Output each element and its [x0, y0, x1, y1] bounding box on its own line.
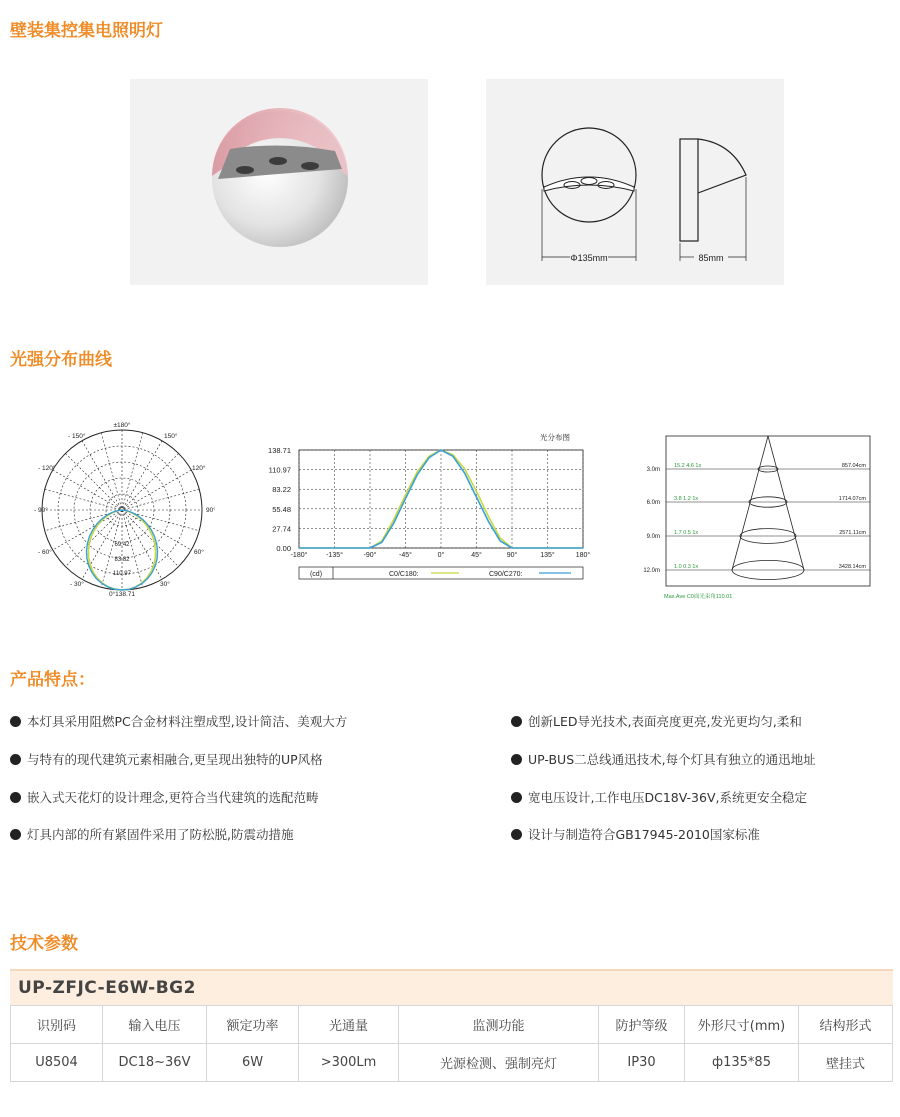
feature-item: 本灯具采用阻燃PC合金材料注塑成型,设计简洁、美观大方: [10, 712, 347, 730]
spec-header-cell: 外形尺寸(mm): [685, 1006, 799, 1044]
dim-depth: 85mm: [698, 253, 724, 263]
feature-item: UP-BUS二总线通迅技术,每个灯具有独立的通迅地址: [511, 750, 816, 768]
feature-item: 设计与制造符合GB17945-2010国家标准: [511, 825, 760, 843]
x-tick-label: -45°: [399, 552, 412, 559]
polar-label: 60°: [194, 549, 204, 556]
polar-value-label: 110.97: [113, 571, 131, 577]
spec-header-cell: 输入电压: [103, 1006, 207, 1044]
spec-header-cell: 结构形式: [799, 1006, 893, 1044]
bullet-icon: [10, 792, 21, 803]
polar-label: 150°: [164, 433, 178, 440]
y-tick-label: 110.97: [268, 465, 291, 475]
x-tick-label: -180°: [290, 552, 308, 559]
spec-value-cell: IP30: [599, 1044, 685, 1082]
feature-item: 灯具内部的所有紧固件采用了防松脱,防震动措施: [10, 825, 293, 843]
legend-label-c0: C0/C180:: [389, 571, 419, 578]
cone-lux: 15.2 4.6 1x: [674, 463, 702, 469]
bullet-icon: [511, 792, 522, 803]
polar-chart: [30, 418, 215, 600]
y-tick-label: 55.48: [272, 504, 291, 514]
spec-value-cell: 壁挂式: [799, 1044, 893, 1082]
y-tick-label: 138.71: [268, 446, 291, 455]
cone-diameter: 3428.14cm: [838, 564, 866, 570]
bullet-icon: [511, 829, 522, 840]
y-tick-label: 0.00: [276, 544, 291, 553]
polar-value-label: 69.42: [114, 542, 130, 548]
product-title: 壁装集控集电照明灯: [10, 21, 163, 41]
feature-item: 嵌入式天花灯的设计理念,更符合当代建筑的选配范畴: [10, 788, 318, 806]
spec-value-cell: U8504: [11, 1044, 103, 1082]
spec-value-cell: DC18~36V: [103, 1044, 207, 1082]
spec-header-row: [11, 1006, 893, 1044]
model-name: UP-ZFJC-E6W-BG2: [10, 969, 893, 1005]
legend-unit: (cd): [309, 571, 323, 578]
bullet-icon: [10, 754, 21, 765]
bullet-icon: [10, 716, 21, 727]
product-photo: [130, 79, 428, 285]
feature-item: 宽电压设计,工作电压DC18V-36V,系统更安全稳定: [511, 788, 807, 806]
linear-chart-title: 光分布图: [540, 433, 570, 442]
spec-value-cell: 光源检测、强制亮灯: [399, 1044, 599, 1082]
x-tick-label: 180°: [575, 552, 591, 559]
curve-title: 光强分布曲线: [10, 350, 112, 370]
polar-label: - 60°: [38, 549, 52, 556]
spec-value-row: [11, 1044, 893, 1082]
polar-label: 0°138.71: [108, 591, 136, 598]
cone-lux: 1.7 0.5 1x: [674, 530, 699, 536]
bullet-icon: [511, 754, 522, 765]
polar-value-label: 83.82: [114, 557, 130, 563]
cone-chart: [640, 430, 880, 602]
spec-value-cell: 6W: [207, 1044, 299, 1082]
y-tick-label: 83.22: [272, 485, 291, 495]
spec-header-cell: 识别码: [11, 1006, 103, 1044]
linear-chart: [255, 428, 595, 586]
spec-header-cell: 防护等级: [599, 1006, 685, 1044]
polar-label: 30°: [160, 581, 170, 588]
cone-diameter: 857.04cm: [841, 463, 866, 469]
feature-item: 创新LED导光技术,表面亮度更亮,发光更均匀,柔和: [511, 712, 802, 730]
cone-edge: [768, 436, 804, 570]
x-tick-label: -90°: [363, 552, 377, 559]
bullet-icon: [10, 829, 21, 840]
features-title: 产品特点：: [10, 670, 95, 690]
spec-header-cell: 额定功率: [207, 1006, 299, 1044]
dimension-drawing: [486, 79, 784, 285]
spec-header-cell: 监测功能: [399, 1006, 599, 1044]
cone-distance: 9.0m: [646, 534, 660, 540]
cone-diameter: 1714.07cm: [838, 496, 866, 502]
y-tick-label: 27.74: [272, 524, 291, 534]
bullet-icon: [511, 716, 522, 727]
cone-lux: 3.8 1.2 1x: [674, 496, 699, 502]
cone-distance: 6.0m: [646, 500, 660, 506]
x-tick-label: -135°: [326, 552, 343, 559]
legend-label-c90: C90/C270:: [489, 571, 523, 578]
polar-label: - 120°: [38, 465, 56, 472]
cone-distance: 12.0m: [643, 568, 660, 574]
spec-table: [10, 969, 893, 1082]
spec-header-cell: 光通量: [299, 1006, 399, 1044]
polar-label: - 30°: [70, 581, 84, 588]
polar-label: 90°: [206, 507, 215, 514]
cone-distance: 3.0m: [646, 467, 660, 473]
spec-value-cell: >300Lm: [299, 1044, 399, 1082]
params-title: 技术参数: [10, 934, 78, 954]
cone-diameter: 2571.11cm: [839, 530, 866, 536]
x-tick-label: 0°: [437, 552, 445, 559]
polar-label: ±180°: [113, 422, 131, 429]
feature-item: 与特有的现代建筑元素相融合,更呈现出独特的UP风格: [10, 750, 323, 768]
polar-label: - 90°: [34, 507, 48, 514]
dim-diameter: Φ135mm: [570, 253, 608, 263]
cone-edge: [732, 436, 768, 570]
spec-value-cell: ф135*85: [685, 1044, 799, 1082]
polar-label: 120°: [192, 465, 206, 472]
cone-lux: 1.0 0.3 1x: [674, 564, 699, 570]
x-tick-label: 135°: [540, 552, 555, 559]
cone-footer: Max.Ave C0面光束角110.01: [664, 594, 733, 600]
x-tick-label: 90°: [506, 552, 518, 559]
x-tick-label: 45°: [471, 552, 482, 559]
polar-label: - 150°: [68, 433, 86, 440]
